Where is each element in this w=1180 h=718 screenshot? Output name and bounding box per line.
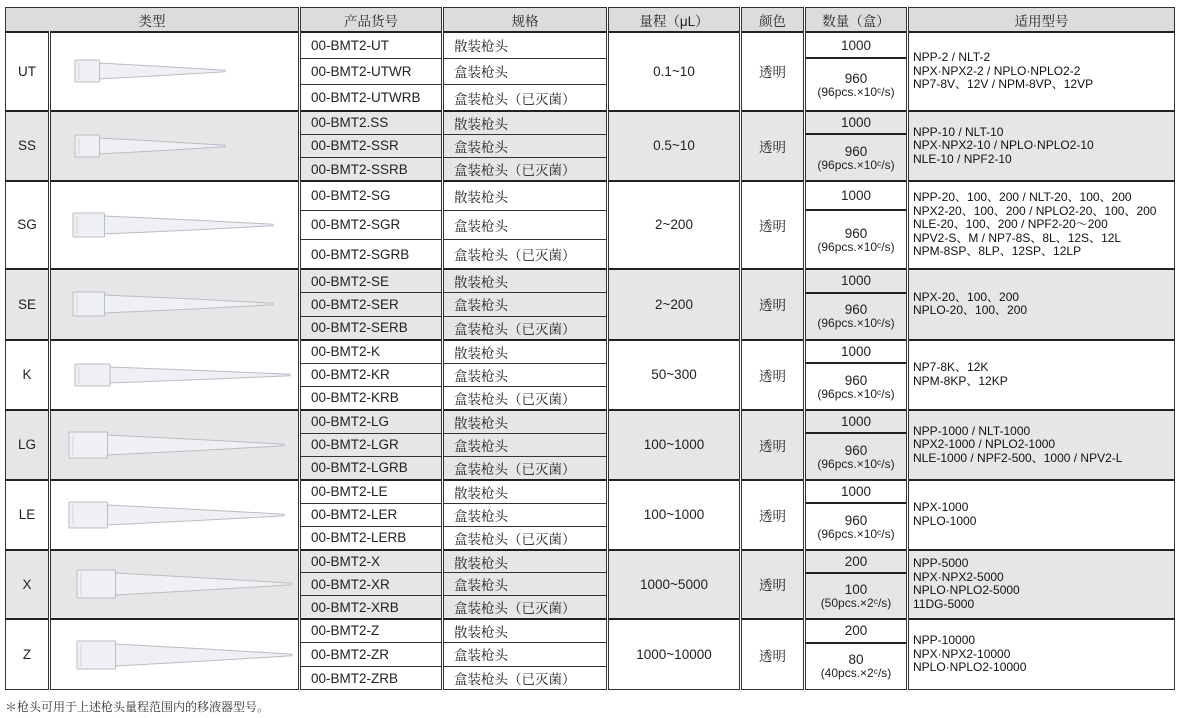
spec: 散装枪头 bbox=[443, 480, 608, 503]
volume-range: 0.5~10 bbox=[608, 111, 741, 181]
spec: 散装枪头 bbox=[443, 410, 608, 433]
spec: 盒装枪头（已灭菌） bbox=[443, 316, 608, 340]
product-code: 00-BMT2-SG bbox=[300, 181, 443, 210]
spec: 散装枪头 bbox=[443, 340, 608, 363]
model-line: NPX-1000 bbox=[913, 500, 969, 515]
table-row bbox=[6, 550, 1175, 573]
product-code: 00-BMT2-K bbox=[300, 340, 443, 363]
tip-image bbox=[50, 181, 300, 269]
table-row bbox=[6, 410, 1175, 433]
quantity-boxed bbox=[805, 573, 908, 619]
product-code: 00-BMT2-SGRB bbox=[300, 240, 443, 269]
tip-image bbox=[50, 340, 300, 410]
compatible-models bbox=[908, 480, 1175, 550]
quantity-boxed bbox=[805, 363, 908, 410]
product-code: 00-BMT2-XRB bbox=[300, 596, 443, 619]
header-color: 颜色 bbox=[741, 8, 805, 33]
tip-color: 透明 bbox=[741, 340, 805, 410]
volume-range: 2~200 bbox=[608, 181, 741, 269]
model-line: NPLO-20、100、200 bbox=[913, 303, 1028, 318]
pipette-tip-icon bbox=[51, 353, 298, 397]
spec: 散装枪头 bbox=[443, 269, 608, 293]
product-code: 00-BMT2-LERB bbox=[300, 527, 443, 550]
spec: 盒装枪头（已灭菌） bbox=[443, 387, 608, 410]
tip-type: Z bbox=[6, 619, 50, 690]
tip-image bbox=[50, 550, 300, 619]
footnote: ＊枪头可用于上述枪头量程范围内的移液器型号。 bbox=[5, 700, 270, 714]
tip-image bbox=[50, 480, 300, 550]
tip-type: UT bbox=[6, 32, 50, 111]
tip-image bbox=[50, 111, 300, 181]
quantity-boxed-detail: (50pcs.×2ᶜ/s) bbox=[820, 595, 892, 610]
quantity-boxed bbox=[805, 433, 908, 480]
header-type: 类型 bbox=[6, 8, 300, 33]
quantity-boxed-value: 960 bbox=[844, 70, 868, 86]
product-code: 00-BMT2.SS bbox=[300, 111, 443, 134]
pipette-tip-icon bbox=[51, 124, 298, 168]
tip-color: 透明 bbox=[741, 480, 805, 550]
quantity-bulk: 200 bbox=[805, 550, 908, 573]
tip-type: SS bbox=[6, 111, 50, 181]
table-row bbox=[6, 181, 1175, 210]
model-line: NPP-5000 bbox=[913, 556, 969, 571]
quantity-boxed-value: 960 bbox=[844, 302, 868, 318]
spec: 盒装枪头 bbox=[443, 134, 608, 157]
model-line: 11DG-5000 bbox=[913, 596, 975, 611]
model-line: NPX·NPX2-2 / NPLO·NPLO2-2 bbox=[913, 63, 1081, 78]
quantity-boxed bbox=[805, 58, 908, 111]
model-line: NPX2-20、100、200 / NPLO2-20、100、200 bbox=[913, 203, 1157, 218]
model-line: NLE-1000 / NPF2-500、1000 / NPV2-L bbox=[913, 450, 1123, 465]
pipette-tip-icon bbox=[51, 633, 298, 677]
spec: 盒装枪头（已灭菌） bbox=[443, 457, 608, 480]
quantity-boxed-value: 960 bbox=[844, 512, 868, 528]
compatible-models bbox=[908, 550, 1175, 619]
tip-type: LE bbox=[6, 480, 50, 550]
spec: 盒装枪头 bbox=[443, 503, 608, 526]
product-code: 00-BMT2-XR bbox=[300, 573, 443, 596]
product-code: 00-BMT2-LGRB bbox=[300, 457, 443, 480]
product-code: 00-BMT2-SGR bbox=[300, 210, 443, 239]
quantity-boxed-value: 960 bbox=[844, 143, 868, 159]
tip-color: 透明 bbox=[741, 269, 805, 340]
product-code: 00-BMT2-KRB bbox=[300, 387, 443, 410]
model-line: NPX·NPX2-10000 bbox=[913, 646, 1011, 661]
pipette-tip-icon bbox=[51, 562, 298, 606]
quantity-bulk: 1000 bbox=[805, 480, 908, 503]
header-row bbox=[6, 8, 1175, 33]
model-line: NPX·NPX2-5000 bbox=[913, 569, 1004, 584]
model-line: NLE-10 / NPF2-10 bbox=[913, 151, 1012, 166]
model-line: NLE-20、100、200 / NPF2-20～200 bbox=[913, 217, 1108, 232]
quantity-bulk: 1000 bbox=[805, 181, 908, 210]
model-line: NPP-2 / NLT-2 bbox=[913, 50, 991, 65]
product-code: 00-BMT2-KR bbox=[300, 363, 443, 386]
product-code: 00-BMT2-X bbox=[300, 550, 443, 573]
model-line: NPX2-1000 / NPLO2-1000 bbox=[913, 437, 1056, 452]
quantity-boxed-detail: (96pcs.×10ᶜ/s) bbox=[817, 157, 895, 172]
compatible-models bbox=[908, 619, 1175, 690]
model-line: NPLO·NPLO2-5000 bbox=[913, 583, 1020, 598]
spec: 盒装枪头 bbox=[443, 293, 608, 317]
tip-image bbox=[50, 410, 300, 480]
volume-range: 1000~5000 bbox=[608, 550, 741, 619]
model-line: NPP-10 / NLT-10 bbox=[913, 124, 1004, 139]
tip-type: K bbox=[6, 340, 50, 410]
model-line: NPLO-1000 bbox=[913, 513, 977, 528]
table-row bbox=[6, 111, 1175, 134]
table-row bbox=[6, 619, 1175, 643]
tip-type: X bbox=[6, 550, 50, 619]
quantity-boxed-value: 960 bbox=[844, 225, 868, 241]
quantity-boxed-value: 960 bbox=[844, 442, 868, 458]
compatible-models bbox=[908, 269, 1175, 340]
model-line: NPX·NPX2-10 / NPLO·NPLO2-10 bbox=[913, 138, 1094, 153]
model-line: NPM-8KP、12KP bbox=[913, 373, 1008, 388]
product-code: 00-BMT2-SER bbox=[300, 293, 443, 317]
spec: 盒装枪头 bbox=[443, 433, 608, 456]
header-spec: 规格 bbox=[443, 8, 608, 33]
compatible-models bbox=[908, 111, 1175, 181]
volume-range: 100~1000 bbox=[608, 480, 741, 550]
spec: 散装枪头 bbox=[443, 111, 608, 134]
product-code: 00-BMT2-UTWRB bbox=[300, 85, 443, 111]
tip-color: 透明 bbox=[741, 410, 805, 480]
spec: 盒装枪头（已灭菌） bbox=[443, 596, 608, 619]
model-line: NP7-8V、12V / NPM-8VP、12VP bbox=[913, 77, 1094, 92]
product-code: 00-BMT2-UT bbox=[300, 32, 443, 58]
quantity-boxed bbox=[805, 134, 908, 181]
spec: 盒装枪头 bbox=[443, 210, 608, 239]
quantity-boxed-detail: (96pcs.×10ᶜ/s) bbox=[817, 84, 895, 99]
quantity-bulk: 1000 bbox=[805, 410, 908, 433]
model-line: NP7-8K、12K bbox=[913, 360, 989, 375]
spec: 盒装枪头（已灭菌） bbox=[443, 527, 608, 550]
quantity-boxed-value: 80 bbox=[848, 652, 864, 668]
quantity-bulk: 1000 bbox=[805, 32, 908, 58]
compatible-models bbox=[908, 340, 1175, 410]
pipette-tip-table bbox=[5, 7, 1175, 690]
header-code: 产品货号 bbox=[300, 8, 443, 33]
quantity-boxed bbox=[805, 293, 908, 340]
tip-color: 透明 bbox=[741, 32, 805, 111]
model-line: NPP-20、100、200 / NLT-20、100、200 bbox=[913, 190, 1132, 205]
spec: 散装枪头 bbox=[443, 181, 608, 210]
quantity-boxed-detail: (96pcs.×10ᶜ/s) bbox=[817, 526, 895, 541]
spec: 盒装枪头 bbox=[443, 58, 608, 84]
product-code: 00-BMT2-SE bbox=[300, 269, 443, 293]
tip-color: 透明 bbox=[741, 181, 805, 269]
product-code: 00-BMT2-SSR bbox=[300, 134, 443, 157]
table-row bbox=[6, 480, 1175, 503]
quantity-boxed-detail: (96pcs.×10ᶜ/s) bbox=[817, 316, 895, 331]
product-code: 00-BMT2-LE bbox=[300, 480, 443, 503]
compatible-models bbox=[908, 32, 1175, 111]
pipette-tip-icon bbox=[51, 282, 298, 326]
quantity-bulk: 1000 bbox=[805, 340, 908, 363]
quantity-bulk: 1000 bbox=[805, 269, 908, 293]
product-code: 00-BMT2-LGR bbox=[300, 433, 443, 456]
tip-type: SE bbox=[6, 269, 50, 340]
tip-image bbox=[50, 619, 300, 690]
header-range: 量程（μL） bbox=[608, 8, 741, 33]
model-line: NPM-8SP、8LP、12SP、12LP bbox=[913, 244, 1082, 259]
quantity-bulk: 200 bbox=[805, 619, 908, 643]
header-models: 适用型号 bbox=[908, 8, 1175, 33]
compatible-models bbox=[908, 410, 1175, 480]
volume-range: 0.1~10 bbox=[608, 32, 741, 111]
product-code: 00-BMT2-Z bbox=[300, 619, 443, 643]
quantity-boxed-detail: (96pcs.×10ᶜ/s) bbox=[817, 456, 895, 471]
product-code: 00-BMT2-LER bbox=[300, 503, 443, 526]
spec: 盒装枪头 bbox=[443, 643, 608, 667]
tip-color: 透明 bbox=[741, 111, 805, 181]
tip-type: LG bbox=[6, 410, 50, 480]
spec: 盒装枪头 bbox=[443, 573, 608, 596]
quantity-boxed-detail: (96pcs.×10ᶜ/s) bbox=[817, 386, 895, 401]
quantity-boxed-value: 960 bbox=[844, 372, 868, 388]
quantity-boxed bbox=[805, 210, 908, 269]
pipette-tip-icon bbox=[51, 49, 298, 93]
model-line: NPX-20、100、200 bbox=[913, 289, 1020, 304]
volume-range: 1000~10000 bbox=[608, 619, 741, 690]
pipette-tip-icon bbox=[51, 493, 298, 537]
tip-color: 透明 bbox=[741, 550, 805, 619]
header-quantity: 数量（盒） bbox=[805, 8, 908, 33]
product-code: 00-BMT2-UTWR bbox=[300, 58, 443, 84]
tip-color: 透明 bbox=[741, 619, 805, 690]
quantity-boxed bbox=[805, 643, 908, 690]
table-body bbox=[6, 32, 1175, 690]
quantity-boxed-value: 100 bbox=[844, 581, 868, 597]
product-code: 00-BMT2-ZR bbox=[300, 643, 443, 667]
model-line: NPLO·NPLO2-10000 bbox=[913, 660, 1027, 675]
spec: 盒装枪头（已灭菌） bbox=[443, 85, 608, 111]
quantity-boxed-detail: (96pcs.×10ᶜ/s) bbox=[817, 239, 895, 254]
product-code: 00-BMT2-ZRB bbox=[300, 666, 443, 690]
quantity-boxed bbox=[805, 503, 908, 550]
product-code: 00-BMT2-LG bbox=[300, 410, 443, 433]
spec: 盒装枪头（已灭菌） bbox=[443, 240, 608, 269]
model-line: NPP-1000 / NLT-1000 bbox=[913, 423, 1031, 438]
tip-image bbox=[50, 32, 300, 111]
spec: 散装枪头 bbox=[443, 32, 608, 58]
model-line: NPP-10000 bbox=[913, 633, 976, 648]
product-code: 00-BMT2-SERB bbox=[300, 316, 443, 340]
spec: 散装枪头 bbox=[443, 550, 608, 573]
spec: 盒装枪头 bbox=[443, 363, 608, 386]
volume-range: 50~300 bbox=[608, 340, 741, 410]
product-code: 00-BMT2-SSRB bbox=[300, 158, 443, 181]
model-line: NPV2-S、M / NP7-8S、8L、12S、12L bbox=[913, 230, 1122, 245]
pipette-tip-icon bbox=[51, 423, 298, 467]
quantity-boxed-detail: (40pcs.×2ᶜ/s) bbox=[820, 666, 892, 681]
spec: 盒装枪头（已灭菌） bbox=[443, 666, 608, 690]
table-row bbox=[6, 269, 1175, 293]
spec: 盒装枪头（已灭菌） bbox=[443, 158, 608, 181]
tip-type: SG bbox=[6, 181, 50, 269]
spec: 散装枪头 bbox=[443, 619, 608, 643]
volume-range: 2~200 bbox=[608, 269, 741, 340]
table-row bbox=[6, 340, 1175, 363]
quantity-bulk: 1000 bbox=[805, 111, 908, 134]
tip-image bbox=[50, 269, 300, 340]
compatible-models bbox=[908, 181, 1175, 269]
volume-range: 100~1000 bbox=[608, 410, 741, 480]
table-row bbox=[6, 32, 1175, 58]
pipette-tip-icon bbox=[51, 203, 298, 247]
